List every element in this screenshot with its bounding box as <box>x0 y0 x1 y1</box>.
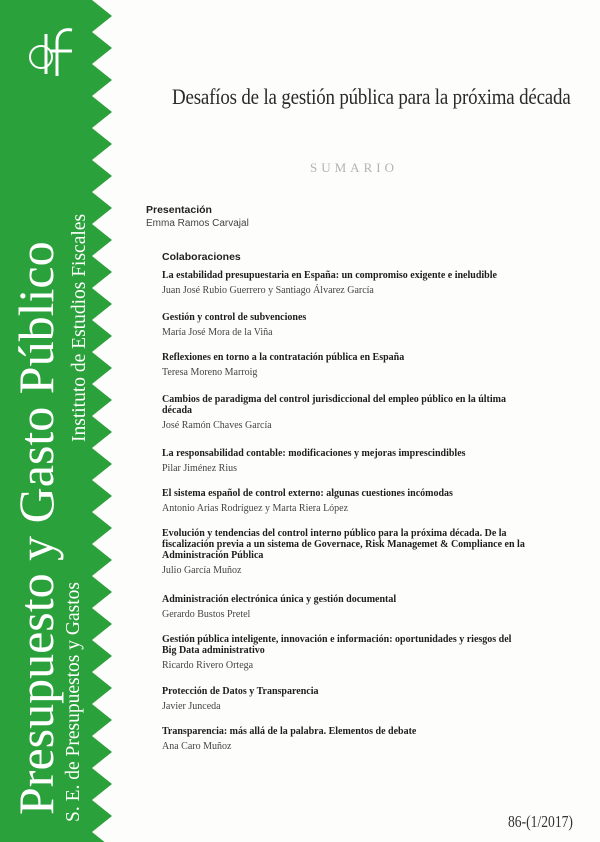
article-item <box>162 488 582 514</box>
article-item <box>162 448 582 474</box>
article-item <box>162 686 582 712</box>
article-title: Administración electrónica única y gestión documental <box>162 594 397 605</box>
article-item <box>162 270 582 296</box>
green-spine <box>0 0 112 842</box>
article-item <box>162 352 582 378</box>
article-title: Evolución y tendencias del control interno público para la próxima década. De la fiscalización previa a un sistema de Governace, Risk Managemet & Compliance en la Administración Pública <box>162 528 525 561</box>
article-title: Gestión pública inteligente, innovación e información: oportunidades y riesgos del Big Data administrativo <box>162 634 512 656</box>
article-author: Javier Junceda <box>162 701 221 712</box>
article-item <box>162 726 582 752</box>
article-title: Protección de Datos y Transparencia <box>162 686 319 697</box>
article-title: Transparencia: más allá de la palabra. Elementos de debate <box>162 726 417 737</box>
ief-logo-icon <box>24 24 84 80</box>
article-author: Juan José Rubio Guerrero y Santiago Álvarez García <box>162 285 374 296</box>
article-item <box>162 634 512 671</box>
article-author: María José Mora de la Viña <box>162 327 273 338</box>
issue-number: 86-(1/2017) <box>508 812 573 831</box>
article-author: Teresa Moreno Marroig <box>162 367 258 378</box>
article-title: Gestión y control de subvenciones <box>162 312 307 323</box>
article-title: La estabilidad presupuestaria en España: un compromiso exigente e ineludible <box>162 270 497 281</box>
article-author: Pilar Jiménez Rius <box>162 463 237 474</box>
article-title: El sistema español de control externo: algunas cuestiones incómodas <box>162 488 453 499</box>
article-author: Ana Caro Muñoz <box>162 741 232 752</box>
article-item <box>162 394 507 431</box>
article-title: Reflexiones en torno a la contratación pública en España <box>162 352 405 363</box>
article-author: José Ramón Chaves García <box>162 420 272 431</box>
journal-subtitle: S. E. de Presupuestos y Gastos <box>63 582 84 822</box>
article-author: Antonio Arias Rodríguez y Marta Riera López <box>162 503 349 514</box>
presentacion-heading: Presentación <box>146 204 212 216</box>
article-item <box>162 594 582 620</box>
article-author: Gerardo Bustos Pretel <box>162 609 251 620</box>
issue-title: Desafíos de la gestión pública para la próxima década <box>172 84 571 109</box>
sumario-heading: SUMARIO <box>310 160 398 175</box>
article-title: Cambios de paradigma del control jurisdiccional del empleo público en la última década <box>162 394 506 416</box>
article-item <box>162 312 582 338</box>
article-item <box>162 528 530 576</box>
journal-main-title: Presupuesto y Gasto Público <box>8 241 64 815</box>
article-title: La responsabilidad contable: modificaciones y mejoras imprescindibles <box>162 448 466 459</box>
article-author: Ricardo Rivero Ortega <box>162 660 254 671</box>
presentacion-author: Emma Ramos Carvajal <box>146 218 249 229</box>
article-author: Julio García Muñoz <box>162 565 242 576</box>
colaboraciones-heading: Colaboraciones <box>162 251 241 263</box>
institute-name: Instituto de Estudios Fiscales <box>69 213 90 442</box>
